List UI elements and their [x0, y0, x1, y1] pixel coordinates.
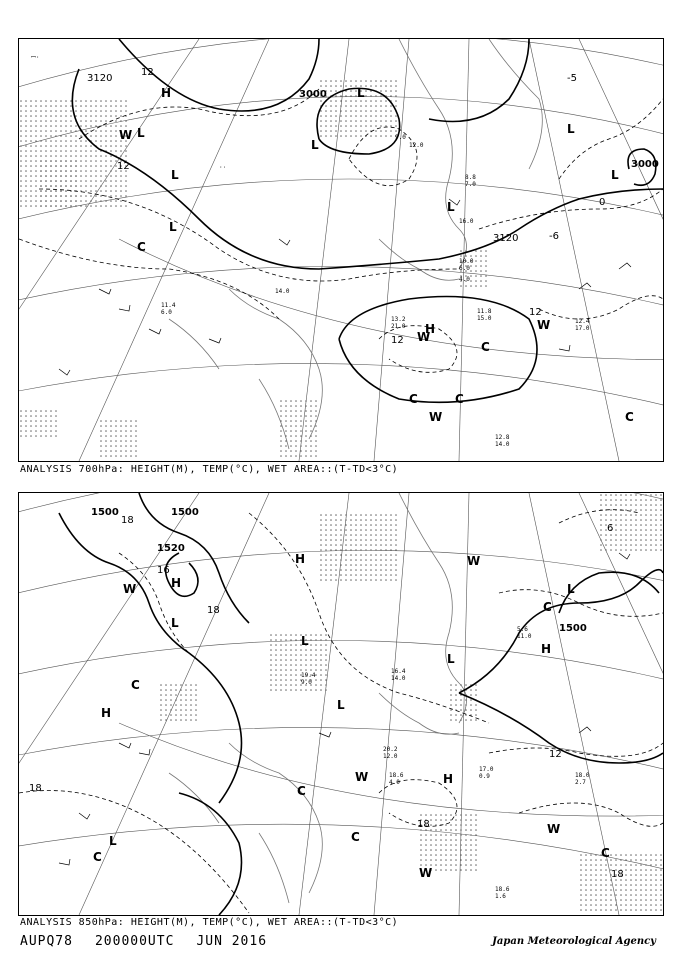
contour-label: 6: [607, 523, 614, 534]
station-value: 8.8: [465, 174, 476, 181]
station-value: 15.0: [477, 315, 492, 322]
product-code: AUPQ78: [20, 934, 73, 949]
pressure-mark: W: [417, 330, 431, 344]
station-value: 21.0: [391, 323, 406, 330]
agency-credit: Japan Meteorological Agency: [492, 936, 656, 947]
contour-label: 18: [29, 783, 42, 794]
contour-label: -5: [567, 73, 577, 84]
station-value: 4.0: [389, 779, 400, 786]
station-value: 20.2: [383, 746, 398, 753]
station-value: 11.0: [517, 633, 532, 640]
station-value: 19.4: [301, 672, 316, 679]
pressure-mark: L: [447, 652, 455, 666]
pressure-mark: L: [109, 834, 117, 848]
station-value: 9.0: [395, 134, 406, 141]
valid-date: JUN 2016: [196, 934, 268, 949]
svg-text:··: ··: [219, 164, 227, 171]
pressure-mark: W: [537, 318, 551, 332]
station-value: 12.4: [575, 318, 590, 325]
station-value: 17.0: [479, 766, 494, 773]
chart-identifier: [20, 934, 289, 949]
contour-label: 16: [157, 565, 170, 576]
contour-label: 3120: [87, 73, 113, 84]
pressure-mark: H: [425, 322, 436, 336]
contour-label: 3000: [631, 159, 659, 170]
pressure-mark: L: [171, 168, 179, 182]
chart-700hpa: [18, 38, 664, 462]
contour-label: 12: [529, 307, 542, 318]
pressure-mark: W: [429, 410, 443, 424]
contour-label: 12: [391, 335, 404, 346]
pressure-mark: L: [567, 582, 575, 596]
pressure-mark: C: [455, 392, 464, 406]
station-value: 17.0: [575, 325, 590, 332]
station-value: 6.0: [161, 309, 172, 316]
contour-label: 3000: [299, 89, 327, 100]
chart-850hpa: [18, 492, 664, 916]
caption-700hpa: ANALYSIS 700hPa: HEIGHT(M), TEMP(°C), WET AREA::(T-TD<3°C): [20, 464, 399, 475]
pressure-mark: L: [301, 634, 309, 648]
pressure-mark: L: [611, 168, 619, 182]
pressure-mark: L: [337, 698, 345, 712]
station-value: 1.6: [495, 893, 506, 900]
pressure-mark: L: [311, 138, 319, 152]
station-value: 4.0: [459, 276, 470, 283]
station-value: 13.2: [391, 316, 406, 323]
pressure-mark: C: [351, 830, 360, 844]
contour-label: 12: [549, 749, 562, 760]
contour-label: 18: [417, 819, 430, 830]
contour-label: 1500: [559, 623, 587, 634]
contour-label: 18: [207, 605, 220, 616]
station-value: 11.8: [477, 308, 492, 315]
pressure-mark: C: [297, 784, 306, 798]
station-value: 0.9: [479, 773, 490, 780]
contour-label: 18: [611, 869, 624, 880]
contour-label: 12: [141, 67, 154, 78]
pressure-mark: L: [567, 122, 575, 136]
station-value: 18.0: [575, 772, 590, 779]
caption-850hpa: ANALYSIS 850hPa: HEIGHT(M), TEMP(°C), WET AREA::(T-TD<3°C): [20, 917, 399, 928]
pressure-mark: C: [625, 410, 634, 424]
contour-label: 1520: [157, 543, 185, 554]
station-value: 9.0: [301, 679, 312, 686]
station-value: 2.7: [575, 779, 586, 786]
contour-label: 3120: [493, 233, 519, 244]
pressure-mark: L: [169, 220, 177, 234]
station-value: 12.8: [495, 434, 510, 441]
pressure-mark: W: [355, 770, 369, 784]
station-value: 16.0: [459, 218, 474, 225]
pressure-mark: W: [123, 582, 137, 596]
station-value: 7.0: [465, 181, 476, 188]
contour-label: 18: [121, 515, 134, 526]
pressure-mark: H: [161, 86, 172, 100]
pressure-mark: L: [137, 126, 145, 140]
station-value: 14.0: [495, 441, 510, 448]
station-value: 12.0: [409, 142, 424, 149]
pressure-mark: C: [481, 340, 490, 354]
pressure-mark: W: [467, 554, 481, 568]
contour-label: 12: [117, 161, 130, 172]
pressure-mark: H: [171, 576, 182, 590]
pressure-mark: C: [543, 600, 552, 614]
pressure-mark: L: [447, 200, 455, 214]
pressure-mark: W: [419, 866, 433, 880]
map-850hpa: [19, 493, 663, 915]
station-value: 16.4: [391, 668, 406, 675]
station-value: 5.6: [517, 626, 528, 633]
valid-time: 200000UTC: [94, 934, 175, 949]
pressure-mark: H: [541, 642, 552, 656]
wet-area-dots: [159, 493, 663, 913]
wind-barbs: [59, 199, 631, 375]
pressure-mark: H: [443, 772, 454, 786]
pressure-mark: C: [137, 240, 146, 254]
map-700hpa: [19, 39, 663, 461]
pressure-mark: W: [119, 128, 133, 142]
pressure-mark: C: [601, 846, 610, 860]
station-value: 6.0: [459, 265, 470, 272]
contour-label: -6: [549, 231, 559, 242]
pressure-mark: W: [547, 822, 561, 836]
station-values: [161, 134, 590, 448]
pressure-mark: L: [171, 616, 179, 630]
station-value: 14.0: [275, 288, 290, 295]
contour-label: 1500: [171, 507, 199, 518]
station-value: 12.0: [383, 753, 398, 760]
station-value: 11.4: [161, 302, 176, 309]
pressure-mark: H: [295, 552, 306, 566]
station-value: 10.0: [459, 258, 474, 265]
pressure-mark: C: [409, 392, 418, 406]
contour-label: 0: [599, 197, 606, 208]
pressure-mark: C: [131, 678, 140, 692]
contour-label: 1500: [91, 507, 119, 518]
station-value: 14.0: [391, 675, 406, 682]
pressure-mark: L: [357, 86, 365, 100]
station-value: 18.6: [389, 772, 404, 779]
pressure-mark: H: [101, 706, 112, 720]
svg-text:ꟷ·: ꟷ·: [31, 54, 40, 61]
pressure-mark: C: [93, 850, 102, 864]
station-value: 18.6: [495, 886, 510, 893]
